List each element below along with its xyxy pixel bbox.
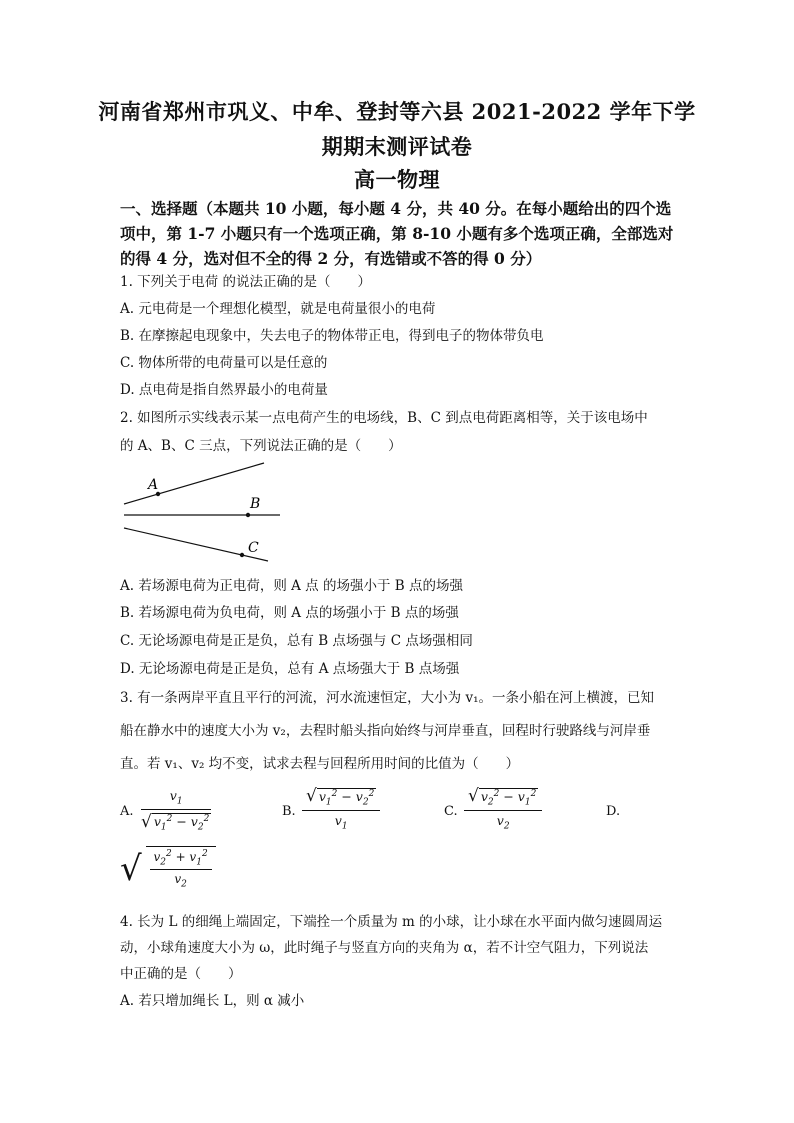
q3-stem-line1: 3. 有一条两岸平直且平行的河流，河水流速恒定，大小为 v₁。一条小船在河上横渡，已知 bbox=[120, 690, 655, 706]
q1-option-a: A. 元电荷是一个理想化模型，就是电荷量很小的电荷 bbox=[120, 301, 436, 317]
q4-option-a: A. 若只增加绳长 L，则 α 减小 bbox=[120, 993, 305, 1009]
q2-stem-line1: 2. 如图所示实线表示某一点电荷产生的电场线，B、C 到点电荷距离相等，关于该电场中 bbox=[120, 410, 648, 426]
section-heading-line3: 的得 4 分，选对但不全的得 2 分，有选错或不答的得 0 分） bbox=[120, 249, 542, 268]
point-b bbox=[246, 513, 250, 517]
q3-stem-line3: 直。若 v₁、v₂ 均不变，试求去程与回程所用时间的比值为（ ） bbox=[120, 756, 520, 772]
q4-stem-line3: 中正确的是（ ） bbox=[120, 966, 242, 982]
q3-option-d-label: D. bbox=[606, 804, 621, 819]
q4-stem-line2: 动，小球角速度大小为 ω，此时绳子与竖直方向的夹角为 α，若不计空气阻力，下列说法 bbox=[120, 940, 649, 956]
q4-stem-line1: 4. 长为 L 的细绳上端固定，下端拴一个质量为 m 的小球，让小球在水平面内做匀速圆周运 bbox=[120, 914, 663, 930]
point-c bbox=[240, 553, 244, 557]
section-heading-line2: 项中，第 1-7 小题只有一个选项正确，第 8-10 小题有多个选项正确，全部选对 bbox=[120, 224, 674, 243]
q3-option-d-formula: √ $\frac{v_2^2 + v_1^2}{v_2}$ bbox=[120, 846, 216, 892]
exam-title-line1: 河南省郑州市巩义、中牟、登封等六县 2021-2022 学年下学 bbox=[98, 99, 696, 124]
subject-title: 高一物理 bbox=[354, 167, 440, 192]
q1-stem: 1. 下列关于电荷 的说法正确的是（ ） bbox=[120, 274, 371, 290]
label-b: B bbox=[250, 496, 261, 512]
exam-title-line2: 期期末测评试卷 bbox=[321, 134, 473, 159]
q1-option-c: C. 物体所带的电荷量可以是任意的 bbox=[120, 355, 328, 371]
q2-stem-line2: 的 A、B、C 三点，下列说法正确的是（ ） bbox=[120, 438, 402, 454]
q2-option-b: B. 若场源电荷为负电荷，则 A 点的场强小于 B 点的场强 bbox=[120, 605, 459, 621]
q3-option-c-label: C. bbox=[444, 804, 458, 819]
q3-option-a-formula: $v_1$ √ $v_1^2 - v_2^2$ bbox=[141, 788, 210, 833]
field-line-lower bbox=[124, 528, 268, 561]
section-heading bbox=[120, 196, 680, 271]
q2-option-c: C. 无论场源电荷是正是负，总有 B 点场强与 C 点场强相同 bbox=[120, 633, 473, 649]
q3-option-c-formula: √ $v_2^2 - v_1^2$ $v_2$ bbox=[464, 786, 542, 831]
label-a: A bbox=[148, 477, 159, 493]
q3-stem-line2: 船在静水中的速度大小为 v₂，去程时船头指向始终与河岸垂直，回程时行驶路线与河岸垂 bbox=[120, 723, 651, 739]
q2-option-d: D. 无论场源电荷是正是负，总有 A 点场强大于 B 点场强 bbox=[120, 661, 460, 677]
q1-option-b: B. 在摩擦起电现象中，失去电子的物体带正电，得到电子的物体带负电 bbox=[120, 328, 544, 344]
q3-option-a-label: A. bbox=[120, 804, 134, 819]
q3-option-b-label: B. bbox=[282, 804, 296, 819]
label-c: C bbox=[248, 540, 259, 556]
q3-option-b-formula: √ $v_1^2 - v_2^2$ $v_1$ bbox=[302, 786, 380, 831]
electric-field-figure bbox=[118, 458, 288, 568]
field-line-upper bbox=[124, 463, 264, 504]
q2-option-a: A. 若场源电荷为正电荷，则 A 点 的场强小于 B 点的场强 bbox=[120, 578, 463, 594]
section-heading-line1: 一、选择题（本题共 10 小题，每小题 4 分，共 40 分。在每小题给出的四个选 bbox=[120, 199, 672, 218]
q1-option-d: D. 点电荷是指自然界最小的电荷量 bbox=[120, 382, 328, 398]
